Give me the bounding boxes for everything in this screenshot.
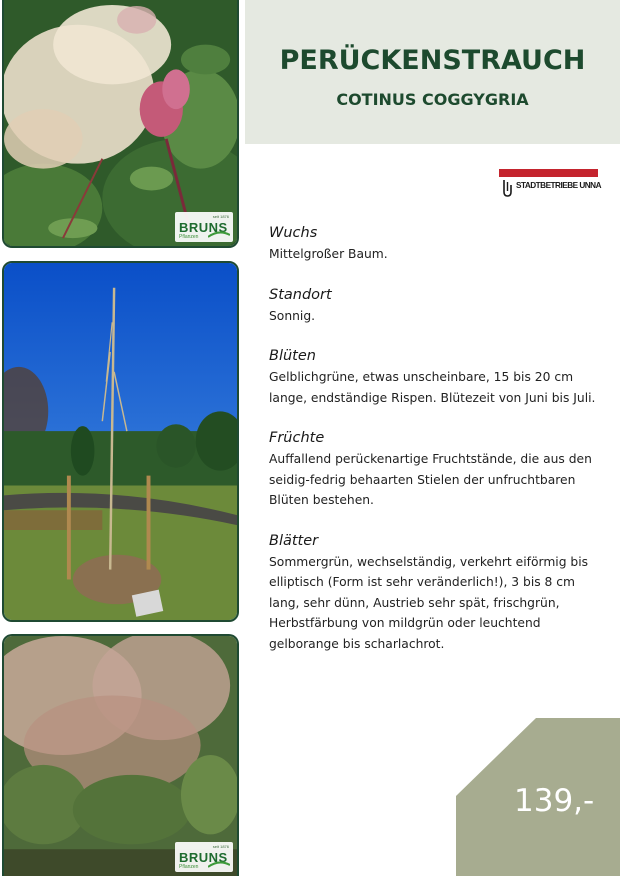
photo-smoke-bush-flowers — [2, 0, 239, 248]
section-text: Mittelgroßer Baum. — [269, 247, 388, 261]
bruns-logo-sub: Pflanzen — [179, 864, 199, 870]
page-subtitle: COTINUS COGGYGRIA — [336, 90, 529, 109]
young-tree-image — [4, 263, 237, 620]
section-standort — [269, 284, 604, 327]
unna-mark-icon — [503, 180, 512, 197]
bruns-swoosh-icon — [208, 861, 230, 868]
section-heading: Früchte — [269, 430, 325, 446]
header-panel — [245, 0, 620, 144]
section-blaetter — [269, 530, 604, 655]
description-content — [269, 222, 604, 673]
section-text: Sonnig. — [269, 308, 316, 323]
section-blueten — [269, 345, 604, 408]
photo-young-tree — [2, 261, 239, 622]
section-heading: Blüten — [269, 348, 316, 364]
section-heading: Wuchs — [269, 225, 318, 241]
bruns-logo-name: BRUNS — [179, 850, 228, 865]
bruns-logo-bottom — [175, 842, 233, 872]
stadtbetriebe-logo-text: STADTBETRIEBE UNNA — [516, 181, 602, 190]
section-text: Sommergrün, wechselständig, verkehrt eiförmig bis elliptisch (Form ist sehr veränderlich!), 3 bis 8 cm lang, sehr dünn, Austrieb sehr spät, frischgrün, Herbstfärbung von mildgrün oder leuchtend gelborange bis scharlachrot. — [269, 554, 589, 651]
bruns-swoosh-icon — [208, 231, 230, 238]
price-label: 139,- — [514, 783, 595, 819]
logo-red-bar — [499, 169, 598, 177]
section-fruechte — [269, 427, 604, 511]
bruns-logo — [175, 212, 233, 242]
section-heading: Blätter — [269, 532, 319, 549]
page-title: PERÜCKENSTRAUCH — [279, 45, 586, 76]
section-wuchs — [269, 222, 604, 265]
bruns-logo-sub: Pflanzen — [179, 234, 199, 240]
bruns-logo-since: seit 1876 — [212, 214, 229, 219]
section-heading: Standort — [269, 286, 332, 303]
photo-mature-bush — [2, 634, 239, 876]
mature-bush-image — [4, 636, 237, 876]
section-text: Auffallend perückenartige Fruchtstände, die aus den seidig-fedrig behaarten Stielen der unfruchtbaren Blüten bestehen. — [269, 452, 592, 507]
bruns-logo-name: BRUNS — [179, 220, 228, 235]
bruns-logo-since: seit 1876 — [212, 844, 229, 849]
flowers-image — [4, 0, 237, 246]
section-text: Gelblichgrüne, etwas unscheinbare, 15 bis 20 cm lange, endständige Rispen. Blütezeit von Juni bis Juli. — [269, 370, 596, 405]
stadtbetriebe-logo — [499, 169, 602, 203]
